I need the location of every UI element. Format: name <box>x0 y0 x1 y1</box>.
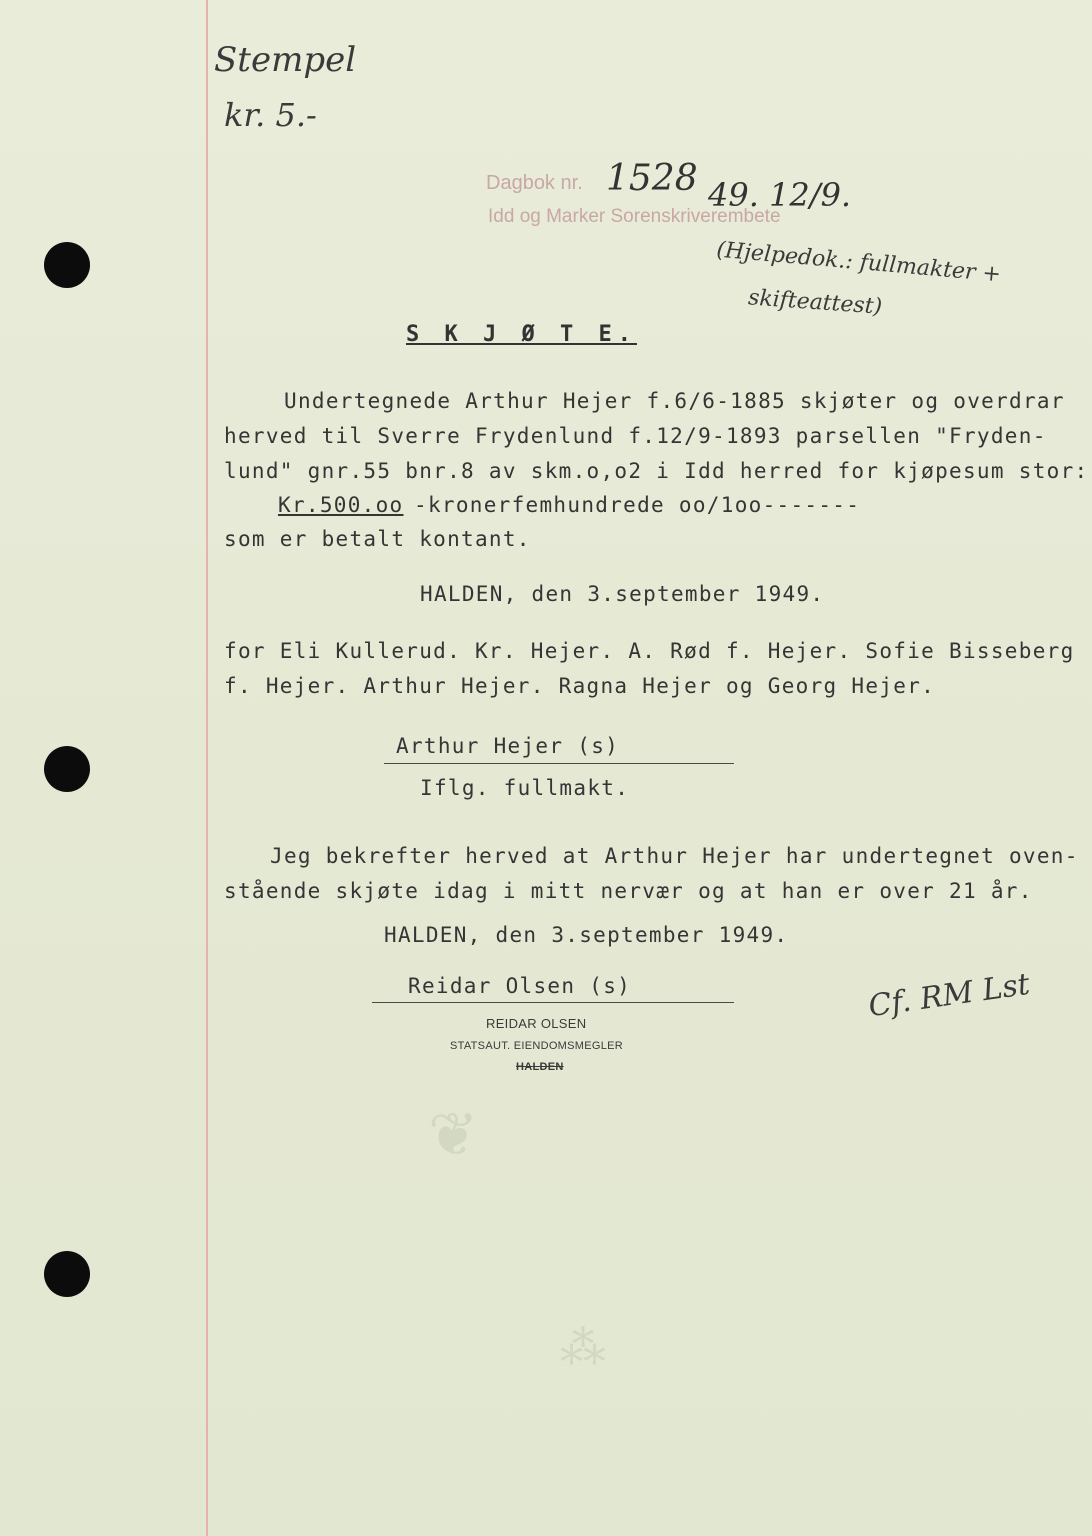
amount-words: -kronerfemhundrede oo/1oo------- <box>414 493 861 517</box>
margin-line <box>206 0 208 1536</box>
body-line-2: herved til Sverre Frydenlund f.12/9-1893 parsellen "Fryden- <box>224 424 1047 448</box>
place-date-1: HALDEN, den 3.september 1949. <box>420 582 825 606</box>
signature-1-line <box>384 763 734 764</box>
stamp-duty-line2: kr. 5.- <box>224 96 317 134</box>
on-behalf-line-2: f. Hejer. Arthur Hejer. Ragna Hejer og Georg Hejer. <box>224 674 936 698</box>
witness-line-2: stående skjøte idag i mitt nervær og at han er over 21 år. <box>224 879 1033 903</box>
place-date-2: HALDEN, den 3.september 1949. <box>384 923 789 947</box>
dagbok-label: Dagbok nr. <box>486 172 583 194</box>
signature-2: Reidar Olsen (s) <box>408 974 632 998</box>
handwritten-note-line1: (Hjelpedok.: fullmakter + <box>715 237 1002 288</box>
amount-value: Kr.500.oo <box>278 493 404 517</box>
bleed-through-mark: ⁂ <box>560 1320 606 1374</box>
registry-office: Idd og Marker Sorenskriverembete <box>488 206 781 227</box>
on-behalf-line-1: for Eli Kullerud. Kr. Hejer. A. Rød f. Hejer. Sofie Bisseberg <box>224 639 1075 663</box>
punch-hole-top <box>44 242 90 288</box>
body-line-3: lund" gnr.55 bnr.8 av skm.o,o2 i Idd herred for kjøpesum stor: <box>224 459 1089 483</box>
body-line-1: Undertegnede Arthur Hejer f.6/6-1885 skjøter og overdrar <box>284 389 1065 413</box>
broker-stamp-title: STATSAUT. EIENDOMSMEGLER <box>450 1040 624 1052</box>
document-title: S K J Ø T E. <box>406 322 637 347</box>
broker-stamp-name: REIDAR OLSEN <box>486 1016 587 1031</box>
punch-hole-bottom <box>44 1251 90 1297</box>
bleed-through-mark: ❦ <box>428 1100 479 1170</box>
signature-1: Arthur Hejer (s) <box>396 734 620 758</box>
witness-line-1: Jeg bekrefter herved at Arthur Hejer har undertegnet oven- <box>270 844 1079 868</box>
per-authority: Iflg. fullmakt. <box>420 776 630 800</box>
punch-hole-middle <box>44 746 90 792</box>
stamp-duty-line1: Stempel <box>214 40 357 80</box>
signature-2-line <box>372 1002 734 1003</box>
broker-stamp-city: HALDEN <box>516 1061 564 1073</box>
dagbok-number: 1528 <box>606 158 698 199</box>
handwritten-initials: Cf. RM Lst <box>866 966 1032 1025</box>
dagbok-year-date: 49. 12/9. <box>708 176 852 214</box>
paid-line: som er betalt kontant. <box>224 527 531 551</box>
handwritten-note-line2: skifteattest) <box>747 285 883 320</box>
